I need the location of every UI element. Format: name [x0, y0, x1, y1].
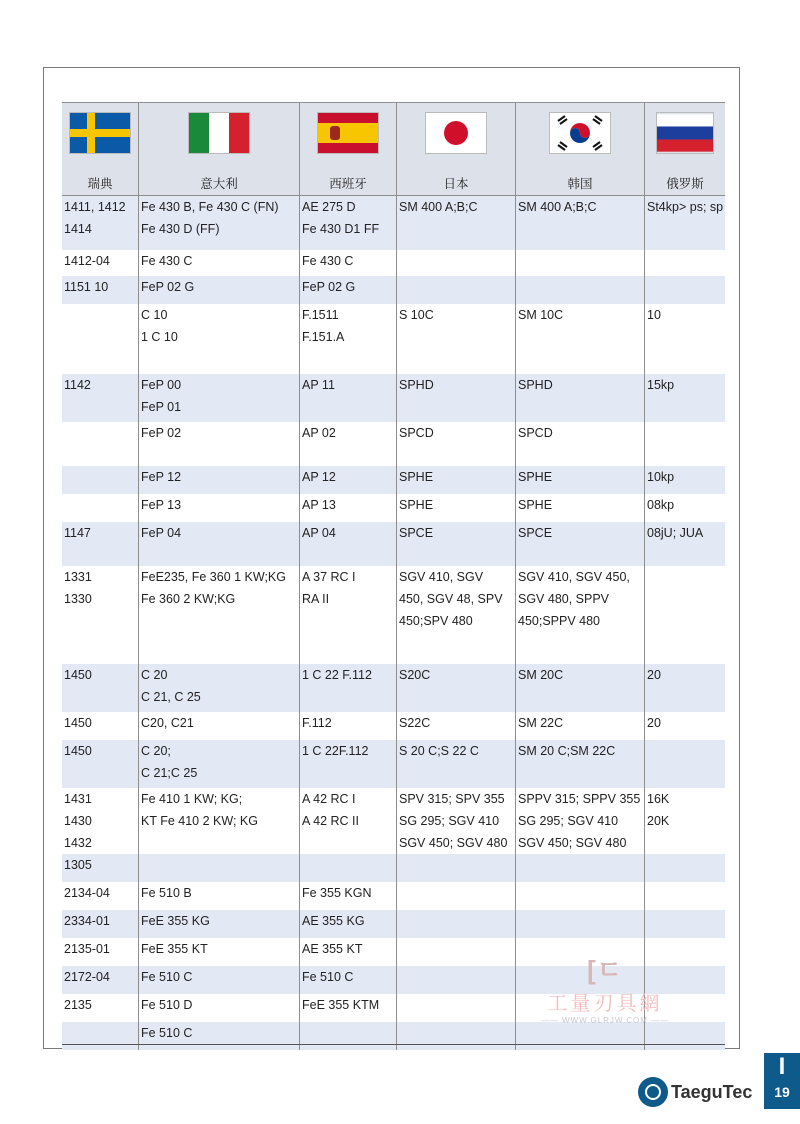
spain-flag-icon [318, 113, 378, 153]
cell-line: AE 275 D [302, 200, 356, 214]
cell-line: SPCD [399, 426, 434, 440]
column-label: 意大利 [200, 177, 238, 191]
table-row [62, 664, 725, 712]
table-cell [396, 994, 515, 1022]
column-label: 韩国 [567, 177, 593, 191]
table-bottom-rule [62, 1044, 725, 1045]
cell-line: AP 02 [302, 426, 336, 440]
table-cell [396, 740, 515, 788]
table-row [62, 740, 725, 788]
cell-line: 450, SGV 48, SPV [399, 592, 503, 606]
cell-line: 10 [647, 308, 661, 322]
cell-line: KT Fe 410 2 KW; KG [141, 814, 258, 828]
table-cell [396, 1022, 515, 1050]
table-cell [62, 910, 138, 938]
cell-line: FeP 04 [141, 526, 182, 540]
table-cell [396, 304, 515, 374]
cell-line: 08jU; JUA [647, 526, 704, 540]
cell-line: Fe 430 B, Fe 430 C (FN) [141, 200, 279, 214]
table-cell [396, 566, 515, 664]
table-cell [515, 910, 644, 938]
table-row [62, 712, 725, 740]
cell-line: 1414 [64, 222, 92, 236]
cell-line: 1450 [64, 744, 92, 758]
section-tab [764, 1053, 800, 1109]
table-cell [299, 712, 396, 740]
brand-logo [638, 1075, 752, 1109]
table-row [62, 494, 725, 522]
cell-line: AP 12 [302, 470, 336, 484]
table-cell [644, 522, 725, 566]
cell-line: A 42 RC II [302, 814, 359, 828]
cell-line: SM 400 A;B;C [518, 200, 597, 214]
cell-line: 450;SPV 480 [399, 614, 473, 628]
table-cell [138, 854, 299, 882]
cell-line: 1432 [64, 836, 92, 850]
table-cell [515, 1022, 644, 1050]
table-cell [138, 788, 299, 854]
cell-line: Fe 430 D1 FF [302, 222, 380, 236]
table-row [62, 276, 725, 304]
cell-line: Fe 360 2 KW;KG [141, 592, 236, 606]
table-row [62, 374, 725, 422]
table-cell [515, 664, 644, 712]
table-row [62, 1022, 725, 1050]
table-row [62, 910, 725, 938]
table-cell [396, 422, 515, 466]
cell-line: FeP 02 G [302, 280, 356, 294]
cell-line: 1151 10 [64, 280, 109, 294]
table-cell [644, 304, 725, 374]
table-cell [62, 712, 138, 740]
table-cell [515, 854, 644, 882]
watermark-logo: [ㄷ [587, 955, 623, 985]
table-row [62, 854, 725, 882]
cell-line: 20 [647, 668, 661, 682]
table-cell [299, 304, 396, 374]
cell-line: St4kp> ps; sp [647, 200, 724, 214]
cell-line: 2334-01 [64, 914, 110, 928]
table-cell [515, 276, 644, 304]
table-cell [515, 740, 644, 788]
table-cell [138, 910, 299, 938]
watermark [535, 950, 675, 1025]
table-cell [644, 788, 725, 854]
cell-line: FeE235, Fe 360 1 KW;KG [141, 570, 286, 584]
table-cell [138, 522, 299, 566]
table-row [62, 196, 725, 250]
cell-line: 1142 [64, 378, 91, 392]
table-cell [396, 374, 515, 422]
cell-line: 1450 [64, 668, 92, 682]
table-cell [515, 250, 644, 276]
cell-line: SPV 315; SPV 355 [399, 792, 505, 806]
cell-line: Fe 510 C [302, 970, 354, 984]
cell-line: SPCE [518, 526, 553, 540]
table-cell [62, 566, 138, 664]
cell-line: 1147 [64, 526, 91, 540]
cell-line: A 37 RC I [302, 570, 356, 584]
cell-line: 16K [647, 792, 670, 806]
cell-line: AP 04 [302, 526, 336, 540]
table-cell [299, 566, 396, 664]
table-cell [396, 910, 515, 938]
table-cell [515, 522, 644, 566]
cell-line: 08kp [647, 498, 675, 512]
table-row [62, 788, 725, 854]
table-row [62, 566, 725, 664]
table-cell [644, 276, 725, 304]
table-cell [138, 664, 299, 712]
table-cell [299, 466, 396, 494]
table-cell [138, 966, 299, 994]
cell-line: Fe 510 C [141, 1026, 193, 1040]
cell-line: SPCE [399, 526, 434, 540]
cell-line: C20, C21 [141, 716, 194, 730]
header-russia [644, 103, 725, 196]
table-cell [62, 374, 138, 422]
table-cell [299, 522, 396, 566]
table-cell [396, 882, 515, 910]
cell-line: Fe 510 D [141, 998, 193, 1012]
cell-line: SGV 450; SGV 480 [399, 836, 508, 850]
cell-line: C 10 [141, 308, 168, 322]
table-row [62, 522, 725, 566]
cell-line: F.1511 [302, 308, 339, 322]
header-italy [138, 103, 299, 196]
table-cell [299, 276, 396, 304]
table-cell [138, 250, 299, 276]
table-cell [299, 882, 396, 910]
table-cell [396, 494, 515, 522]
italy-flag-icon [189, 113, 249, 153]
cell-line: 2134-04 [64, 886, 110, 900]
table-cell [62, 422, 138, 466]
table-cell [515, 466, 644, 494]
table-cell [644, 250, 725, 276]
header-spain [299, 103, 396, 196]
table-cell [62, 788, 138, 854]
table-cell [515, 882, 644, 910]
table-cell [138, 276, 299, 304]
cell-line: Fe 510 C [141, 970, 193, 984]
brand-name: TaeguTec [671, 1081, 753, 1102]
table-cell [138, 304, 299, 374]
cell-line: Fe 510 B [141, 886, 192, 900]
table-cell [138, 494, 299, 522]
cell-line: SGV 410, SGV 450, [518, 570, 630, 584]
table-cell [299, 1022, 396, 1050]
cell-line: RA II [302, 592, 330, 606]
table-cell [299, 740, 396, 788]
table-cell [62, 522, 138, 566]
cell-line: AE 355 KG [302, 914, 365, 928]
table-header-row [62, 102, 725, 196]
table-cell [515, 788, 644, 854]
cell-line: FeE 355 KTM [302, 998, 380, 1012]
table-cell [62, 1022, 138, 1050]
table-cell [138, 196, 299, 250]
header-sweden [62, 103, 138, 196]
table-cell [644, 196, 725, 250]
table-row [62, 250, 725, 276]
table-cell [62, 938, 138, 966]
table-cell [644, 374, 725, 422]
cell-line: 1430 [64, 814, 92, 828]
table-cell [396, 250, 515, 276]
cell-line: C 21, C 25 [141, 690, 201, 704]
table-cell [299, 966, 396, 994]
table-cell [396, 466, 515, 494]
page-number: 19 [774, 1084, 790, 1100]
table-row [62, 304, 725, 374]
cell-line: C 21;C 25 [141, 766, 198, 780]
table-cell [644, 664, 725, 712]
cell-line: SGV 450; SGV 480 [518, 836, 627, 850]
cell-line: 1331 [64, 570, 92, 584]
cell-line: SPCD [518, 426, 553, 440]
section-letter: I [778, 1053, 786, 1080]
cell-line: SG 295; SGV 410 [399, 814, 500, 828]
cell-line: Fe 410 1 KW; KG; [141, 792, 243, 806]
column-label: 西班牙 [329, 177, 367, 191]
cell-line: 1 C 22 F.112 [302, 668, 372, 682]
table-cell [396, 938, 515, 966]
table-row [62, 882, 725, 910]
table-cell [515, 566, 644, 664]
cell-line: SG 295; SGV 410 [518, 814, 619, 828]
cell-line: AP 13 [302, 498, 336, 512]
table-cell [299, 374, 396, 422]
cell-line: S 10C [399, 308, 434, 322]
watermark-url: —— WWW.GLRJW.COM —— [540, 1016, 670, 1025]
table-cell [299, 910, 396, 938]
table-cell [299, 250, 396, 276]
cell-line: F.151.A [302, 330, 345, 344]
table-cell [62, 304, 138, 374]
sweden-flag-icon [70, 113, 130, 153]
cell-line: F.112 [302, 716, 332, 730]
table-cell [138, 740, 299, 788]
cell-line: 1412-04 [64, 254, 110, 268]
table-cell [138, 374, 299, 422]
cell-line: Fe 430 C [141, 254, 193, 268]
cell-line: 1330 [64, 592, 92, 606]
cell-line: Fe 355 KGN [302, 886, 372, 900]
table-cell [138, 466, 299, 494]
table-cell [62, 250, 138, 276]
cell-line: 2172-04 [64, 970, 110, 984]
table-cell [644, 712, 725, 740]
cell-line: SPHD [518, 378, 553, 392]
cell-line: FeP 00 [141, 378, 182, 392]
cell-line: SPHE [399, 470, 434, 484]
table-cell [62, 740, 138, 788]
table-cell [515, 374, 644, 422]
steel-grade-table [62, 102, 725, 1050]
cell-line: 2135-01 [64, 942, 110, 956]
table-body [62, 196, 725, 1050]
table-cell [396, 522, 515, 566]
table-cell [515, 494, 644, 522]
cell-line: SPHE [399, 498, 434, 512]
cell-line: SPHD [399, 378, 434, 392]
column-label: 瑞典 [87, 177, 113, 191]
cell-line: FeP 02 G [141, 280, 195, 294]
table-cell [515, 422, 644, 466]
cell-line: C 20; [141, 744, 171, 758]
cell-line: S 20 C;S 22 C [399, 744, 479, 758]
cell-line: SM 22C [518, 716, 564, 730]
russia-flag-icon [657, 113, 713, 153]
japan-flag-icon [426, 113, 486, 153]
table-cell [396, 196, 515, 250]
cell-line: Fe 430 C [302, 254, 354, 268]
table-cell [62, 276, 138, 304]
korea-flag-icon [550, 113, 610, 153]
cell-line: SPHE [518, 470, 553, 484]
table-cell [138, 938, 299, 966]
table-cell [396, 712, 515, 740]
table-cell [396, 966, 515, 994]
cell-line: FeP 13 [141, 498, 182, 512]
cell-line: AP 11 [302, 378, 335, 392]
table-cell [138, 422, 299, 466]
table-cell [396, 276, 515, 304]
column-label: 俄罗斯 [666, 177, 704, 191]
table-cell [62, 854, 138, 882]
cell-line: 1 C 10 [141, 330, 178, 344]
cell-line: SM 400 A;B;C [399, 200, 478, 214]
table-cell [644, 1022, 725, 1050]
header-korea [515, 103, 644, 196]
cell-line: 1305 [64, 858, 92, 872]
table-cell [396, 664, 515, 712]
cell-line: SM 20 C;SM 22C [518, 744, 616, 758]
cell-line: SGV 410, SGV [399, 570, 484, 584]
table-cell [62, 466, 138, 494]
table-cell [62, 494, 138, 522]
table-cell [138, 882, 299, 910]
table-cell [644, 466, 725, 494]
cell-line: FeE 355 KT [141, 942, 208, 956]
table-cell [515, 196, 644, 250]
cell-line: Fe 430 D (FF) [141, 222, 220, 236]
table-cell [62, 994, 138, 1022]
table-row [62, 466, 725, 494]
cell-line: SPPV 315; SPPV 355 [518, 792, 641, 806]
column-label: 日本 [443, 177, 469, 191]
table-cell [299, 788, 396, 854]
table-row [62, 422, 725, 466]
table-cell [62, 196, 138, 250]
cell-line: FeP 12 [141, 470, 182, 484]
table-cell [299, 664, 396, 712]
table-cell [62, 966, 138, 994]
cell-line: FeE 355 KG [141, 914, 210, 928]
cell-line: 2135 [64, 998, 92, 1012]
cell-line: 20 [647, 716, 661, 730]
cell-line: AE 355 KT [302, 942, 363, 956]
table-cell [62, 882, 138, 910]
cell-line: S20C [399, 668, 431, 682]
taegutec-logo-icon [638, 1077, 668, 1107]
cell-line: 1411, 1412 [64, 200, 126, 214]
table-cell [644, 740, 725, 788]
table-cell [396, 788, 515, 854]
table-cell [138, 712, 299, 740]
cell-line: 10kp [647, 470, 675, 484]
table-cell [299, 422, 396, 466]
table-cell [138, 994, 299, 1022]
cell-line: SM 20C [518, 668, 564, 682]
table-cell [644, 566, 725, 664]
table-cell [62, 664, 138, 712]
cell-line: A 42 RC I [302, 792, 356, 806]
header-japan [396, 103, 515, 196]
table-cell [396, 854, 515, 882]
cell-line: 15kp [647, 378, 675, 392]
watermark-text: 工量刃具網 [547, 991, 663, 1015]
table-cell [644, 882, 725, 910]
table-cell [299, 494, 396, 522]
table-cell [644, 910, 725, 938]
table-cell [644, 494, 725, 522]
cell-line: SGV 480, SPPV [518, 592, 610, 606]
table-cell [299, 854, 396, 882]
cell-line: SPHE [518, 498, 553, 512]
cell-line: 1450 [64, 716, 92, 730]
table-cell [299, 938, 396, 966]
cell-line: SM 10C [518, 308, 564, 322]
cell-line: 20K [647, 814, 670, 828]
table-cell [644, 422, 725, 466]
cell-line: FeP 01 [141, 400, 182, 414]
cell-line: C 20 [141, 668, 168, 682]
cell-line: 450;SPPV 480 [518, 614, 601, 628]
cell-line: 1431 [64, 792, 92, 806]
table-cell [138, 1022, 299, 1050]
cell-line: 1 C 22F.112 [302, 744, 369, 758]
cell-line: FeP 02 [141, 426, 182, 440]
table-cell [138, 566, 299, 664]
table-cell [644, 854, 725, 882]
table-cell [515, 304, 644, 374]
table-cell [299, 994, 396, 1022]
table-cell [299, 196, 396, 250]
cell-line: S22C [399, 716, 431, 730]
table-cell [515, 712, 644, 740]
